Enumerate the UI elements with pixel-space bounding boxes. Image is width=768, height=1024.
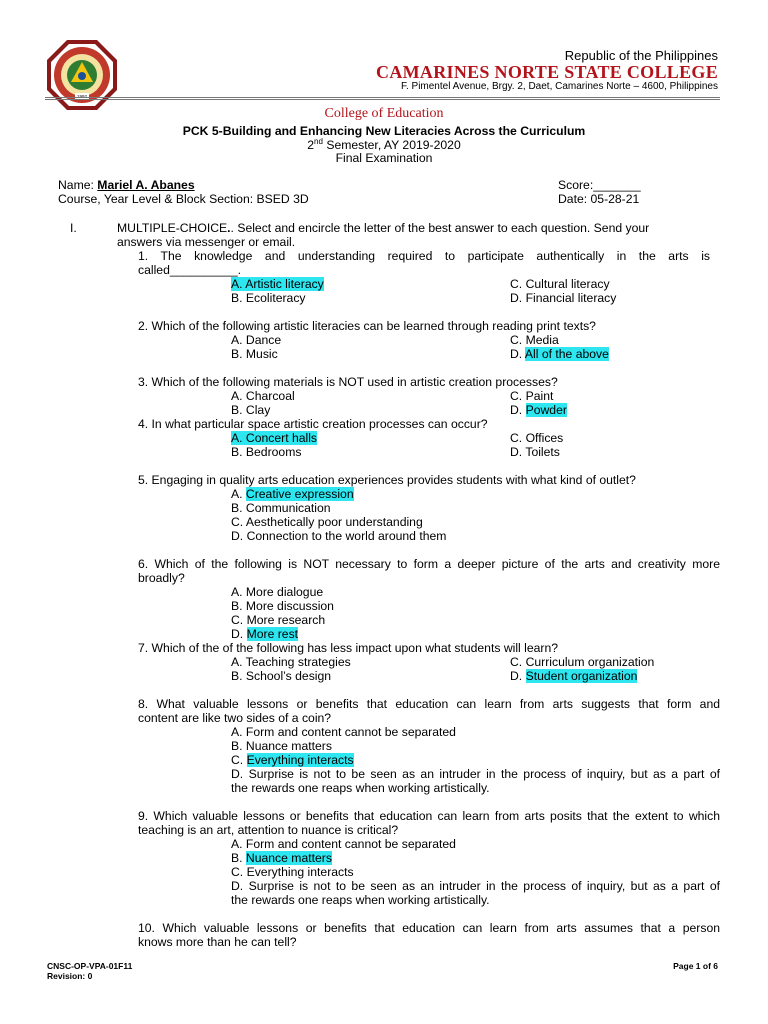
q1-option-c: C. Cultural literacy xyxy=(510,277,610,291)
q3-option-d: D. Powder xyxy=(510,403,567,417)
page-number: Page 1 of 6 xyxy=(673,961,718,971)
exam-date: Date: 05-28-21 xyxy=(558,192,640,206)
q2-option-d: D. All of the above xyxy=(510,347,609,361)
form-code: CNSC-OP-VPA-01F11 xyxy=(47,961,133,971)
college-address: F. Pimentel Avenue, Brgy. 2, Daet, Camarines Norte – 4600, Philippines xyxy=(400,81,718,92)
q7-option-c: C. Curriculum organization xyxy=(510,655,655,669)
q7-option-d: D. Student organization xyxy=(510,669,638,683)
q9-text: 9. Which valuable lessons or benefits that education can learn from arts posits that the extent to which xyxy=(138,809,720,823)
q8-option-d-2: the rewards one reaps when working artistically. xyxy=(231,781,490,795)
q4-option-b: B. Bedrooms xyxy=(231,445,302,459)
q2-option-c: C. Media xyxy=(510,333,559,347)
header-rule-2 xyxy=(45,99,720,100)
q1-option-b: B. Ecoliteracy xyxy=(231,291,306,305)
q3-option-a: A. Charcoal xyxy=(231,389,295,403)
form-revision: Revision: 0 xyxy=(47,971,93,981)
q5-option-d: D. Connection to the world around them xyxy=(231,529,447,543)
q6-text-2: broadly? xyxy=(138,571,185,585)
q10-text: 10. Which valuable lessons or benefits that education can learn from arts assumes that a person xyxy=(138,921,720,935)
q2-text: 2. Which of the following artistic literacies can be learned through reading print texts? xyxy=(138,319,596,333)
q5-option-c: C. Aesthetically poor understanding xyxy=(231,515,423,529)
q8-option-b: B. Nuance matters xyxy=(231,739,332,753)
course-section: Course, Year Level & Block Section: BSED 3D xyxy=(58,192,309,206)
q6-option-b: B. More discussion xyxy=(231,599,334,613)
q9-option-c: C. Everything interacts xyxy=(231,865,354,879)
q8-option-a: A. Form and content cannot be separated xyxy=(231,725,456,739)
q8-text-2: content are like two sides of a coin? xyxy=(138,711,332,725)
q3-text: 3. Which of the following materials is NOT used in artistic creation processes? xyxy=(138,375,558,389)
q1-option-d: D. Financial literacy xyxy=(510,291,617,305)
q8-option-c: C. Everything interacts xyxy=(231,753,354,767)
section-instructions: MULTIPLE-CHOICE.. Select and encircle the letter of the best answer to each question. Send your xyxy=(117,221,650,235)
exam-title: Final Examination xyxy=(335,151,433,165)
q6-text: 6. Which of the following is NOT necessary to form a deeper picture of the arts and creativity more xyxy=(138,557,720,571)
student-name: Mariel A. Abanes xyxy=(97,178,195,192)
section-roman: I. xyxy=(70,221,77,235)
semester-line: 2nd Semester, AY 2019-2020 xyxy=(307,136,461,152)
score-field: Score:_______ xyxy=(558,178,641,192)
q7-text: 7. Which of the of the following has less impact upon what students will learn? xyxy=(138,641,559,655)
q1-text-2: called__________. xyxy=(138,263,242,277)
department-title: College of Education xyxy=(324,106,444,121)
q2-option-b: B. Music xyxy=(231,347,278,361)
q2-option-a: A. Dance xyxy=(231,333,282,347)
college-name: CAMARINES NORTE STATE COLLEGE xyxy=(376,62,718,82)
q4-option-d: D. Toilets xyxy=(510,445,560,459)
q6-option-c: C. More research xyxy=(231,613,326,627)
q9-text-2: teaching is an art, attention to nuance is critical? xyxy=(138,823,399,837)
q7-option-b: B. School’s design xyxy=(231,669,332,683)
q9-option-b: B. Nuance matters xyxy=(231,851,332,865)
q4-option-a: A. Concert halls xyxy=(231,431,318,445)
q5-option-a: A. Creative expression xyxy=(231,487,354,501)
q7-option-a: A. Teaching strategies xyxy=(231,655,351,669)
section-instructions-2: answers via messenger or email. xyxy=(117,235,296,249)
student-name-line: Name: Mariel A. Abanes xyxy=(58,178,195,192)
college-seal-logo xyxy=(45,38,119,112)
q1-option-a: A. Artistic literacy xyxy=(231,277,324,291)
q5-option-b: B. Communication xyxy=(231,501,331,515)
q9-option-d-2: the rewards one reaps when working artistically. xyxy=(231,893,490,907)
q3-option-c: C. Paint xyxy=(510,389,554,403)
q8-text: 8. What valuable lessons or benefits that education can learn from arts suggests that form and xyxy=(138,697,720,711)
q8-option-d: D. Surprise is not to be seen as an intruder in the process of inquiry, but as a part of xyxy=(231,767,720,781)
q6-option-a: A. More dialogue xyxy=(231,585,324,599)
q9-option-d: D. Surprise is not to be seen as an intruder in the process of inquiry, but as a part of xyxy=(231,879,720,893)
q1-text: 1. The knowledge and understanding required to participate authentically in the arts is xyxy=(138,249,710,263)
q4-text: 4. In what particular space artistic creation processes can occur? xyxy=(138,417,488,431)
q5-text: 5. Engaging in quality arts education experiences provides students with what kind of outlet? xyxy=(138,473,636,487)
q6-option-d: D. More rest xyxy=(231,627,299,641)
header-rule xyxy=(45,97,720,98)
republic-text: Republic of the Philippines xyxy=(564,48,718,63)
q10-text-2: knows more than he can tell? xyxy=(138,935,297,949)
q4-option-c: C. Offices xyxy=(510,431,564,445)
q3-option-b: B. Clay xyxy=(231,403,271,417)
q9-option-a: A. Form and content cannot be separated xyxy=(231,837,456,851)
course-title: PCK 5-Building and Enhancing New Literacies Across the Curriculum xyxy=(182,124,586,138)
